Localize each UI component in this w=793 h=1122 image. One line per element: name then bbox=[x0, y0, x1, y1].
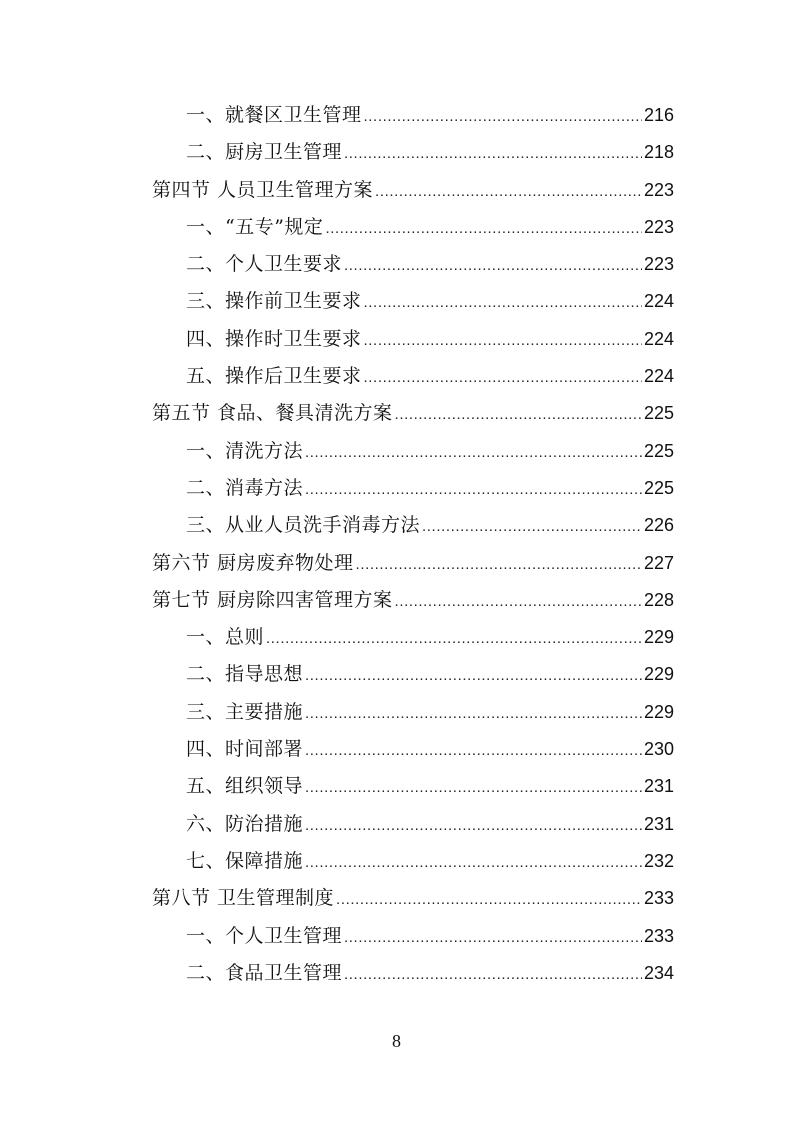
toc-subsection-entry[interactable] bbox=[152, 361, 674, 398]
page-number: 8 bbox=[392, 1031, 401, 1051]
toc-section-entry[interactable] bbox=[152, 883, 674, 920]
toc-dot-leader bbox=[344, 141, 642, 163]
toc-entry-page: 218 bbox=[643, 142, 674, 163]
toc-entry-title: 一、个人卫生管理 bbox=[186, 924, 343, 947]
toc-section-entry[interactable] bbox=[152, 398, 674, 435]
toc-entry-title: 第八节 卫生管理制度 bbox=[152, 887, 335, 910]
toc-entry-page: 224 bbox=[643, 291, 674, 312]
toc-entry-title: 七、保障措施 bbox=[186, 849, 304, 872]
toc-subsection-entry[interactable] bbox=[152, 436, 674, 473]
toc-dot-leader bbox=[395, 589, 642, 611]
toc-dot-leader bbox=[305, 663, 642, 685]
toc-entry-title: 四、操作时卫生要求 bbox=[186, 327, 362, 350]
toc-subsection-entry[interactable] bbox=[152, 734, 674, 771]
toc-dot-leader bbox=[422, 514, 642, 536]
toc-subsection-entry[interactable] bbox=[152, 921, 674, 958]
toc-dot-leader bbox=[364, 290, 642, 312]
table-of-contents bbox=[152, 100, 674, 995]
toc-entry-page: 230 bbox=[643, 739, 674, 760]
toc-subsection-entry[interactable] bbox=[152, 809, 674, 846]
toc-subsection-entry[interactable] bbox=[152, 510, 674, 547]
toc-entry-page: 226 bbox=[643, 515, 674, 536]
toc-subsection-entry[interactable] bbox=[152, 473, 674, 510]
toc-entry-title: 第七节 厨房除四害管理方案 bbox=[152, 588, 393, 611]
toc-subsection-entry[interactable] bbox=[152, 137, 674, 174]
toc-dot-leader bbox=[344, 253, 642, 275]
toc-dot-leader bbox=[364, 365, 642, 387]
toc-dot-leader bbox=[336, 887, 642, 909]
toc-subsection-entry[interactable] bbox=[152, 697, 674, 734]
toc-dot-leader bbox=[305, 850, 642, 872]
toc-entry-title: 第六节 厨房废弃物处理 bbox=[152, 551, 354, 574]
toc-entry-title: 一、就餐区卫生管理 bbox=[186, 104, 362, 126]
toc-entry-page: 223 bbox=[643, 179, 674, 200]
toc-entry-title: 二、厨房卫生管理 bbox=[186, 141, 343, 164]
toc-entry-title: 二、指导思想 bbox=[186, 663, 304, 686]
toc-dot-leader bbox=[305, 701, 642, 723]
toc-entry-page: 229 bbox=[643, 627, 674, 648]
toc-entry-page: 229 bbox=[643, 664, 674, 685]
toc-dot-leader bbox=[344, 925, 642, 947]
toc-entry-title: 一、清洗方法 bbox=[186, 439, 304, 462]
toc-entry-page: 228 bbox=[643, 589, 674, 610]
toc-entry-page: 225 bbox=[643, 403, 674, 424]
toc-entry-page: 232 bbox=[643, 850, 674, 871]
toc-subsection-entry[interactable] bbox=[152, 659, 674, 696]
toc-dot-leader bbox=[325, 216, 642, 238]
toc-entry-page: 231 bbox=[643, 776, 674, 797]
toc-dot-leader bbox=[305, 440, 642, 462]
toc-subsection-entry[interactable] bbox=[152, 622, 674, 659]
toc-entry-title: 第四节 人员卫生管理方案 bbox=[152, 178, 374, 201]
toc-entry-page: 223 bbox=[643, 216, 674, 237]
toc-entry-title: 一、总则 bbox=[186, 626, 265, 649]
toc-section-entry[interactable] bbox=[152, 175, 674, 212]
toc-dot-leader bbox=[364, 104, 642, 126]
toc-entry-page: 231 bbox=[643, 813, 674, 834]
toc-entry-page: 233 bbox=[643, 888, 674, 909]
toc-entry-title: 六、防治措施 bbox=[186, 812, 304, 835]
toc-dot-leader bbox=[305, 775, 642, 797]
toc-subsection-entry[interactable] bbox=[152, 958, 674, 995]
toc-subsection-entry[interactable] bbox=[152, 212, 674, 249]
toc-entry-title: 一、“五专”规定 bbox=[186, 215, 324, 238]
toc-dot-leader bbox=[305, 477, 642, 499]
toc-entry-page: 233 bbox=[643, 925, 674, 946]
toc-dot-leader bbox=[305, 738, 642, 760]
toc-dot-leader bbox=[375, 179, 642, 201]
toc-dot-leader bbox=[356, 552, 642, 574]
toc-dot-leader bbox=[266, 626, 642, 648]
toc-entry-title: 四、时间部署 bbox=[186, 738, 304, 761]
toc-entry-title: 二、消毒方法 bbox=[186, 476, 304, 499]
toc-entry-page: 223 bbox=[643, 254, 674, 275]
toc-subsection-entry[interactable] bbox=[152, 100, 674, 137]
toc-entry-title: 三、从业人员洗手消毒方法 bbox=[186, 514, 421, 537]
toc-dot-leader bbox=[364, 328, 642, 350]
toc-entry-page: 227 bbox=[643, 552, 674, 573]
toc-entry-page: 224 bbox=[643, 366, 674, 387]
toc-dot-leader bbox=[395, 402, 642, 424]
toc-subsection-entry[interactable] bbox=[152, 324, 674, 361]
toc-entry-title: 五、组织领导 bbox=[186, 775, 304, 798]
toc-entry-page: 225 bbox=[643, 477, 674, 498]
toc-dot-leader bbox=[305, 813, 642, 835]
toc-entry-page: 216 bbox=[643, 105, 674, 125]
toc-entry-title: 二、个人卫生要求 bbox=[186, 253, 343, 276]
toc-entry-title: 三、主要措施 bbox=[186, 700, 304, 723]
toc-section-entry[interactable] bbox=[152, 585, 674, 622]
toc-subsection-entry[interactable] bbox=[152, 249, 674, 286]
toc-entry-page: 224 bbox=[643, 328, 674, 349]
toc-entry-title: 三、操作前卫生要求 bbox=[186, 290, 362, 313]
toc-dot-leader bbox=[344, 962, 642, 984]
toc-entry-page: 234 bbox=[643, 962, 674, 983]
toc-subsection-entry[interactable] bbox=[152, 771, 674, 808]
toc-entry-title: 第五节 食品、餐具清洗方案 bbox=[152, 402, 393, 425]
toc-entry-page: 229 bbox=[643, 701, 674, 722]
toc-entry-title: 五、操作后卫生要求 bbox=[186, 365, 362, 388]
toc-subsection-entry[interactable] bbox=[152, 846, 674, 883]
toc-entry-title: 二、食品卫生管理 bbox=[186, 961, 343, 984]
toc-subsection-entry[interactable] bbox=[152, 286, 674, 323]
toc-section-entry[interactable] bbox=[152, 548, 674, 585]
toc-entry-page: 225 bbox=[643, 440, 674, 461]
